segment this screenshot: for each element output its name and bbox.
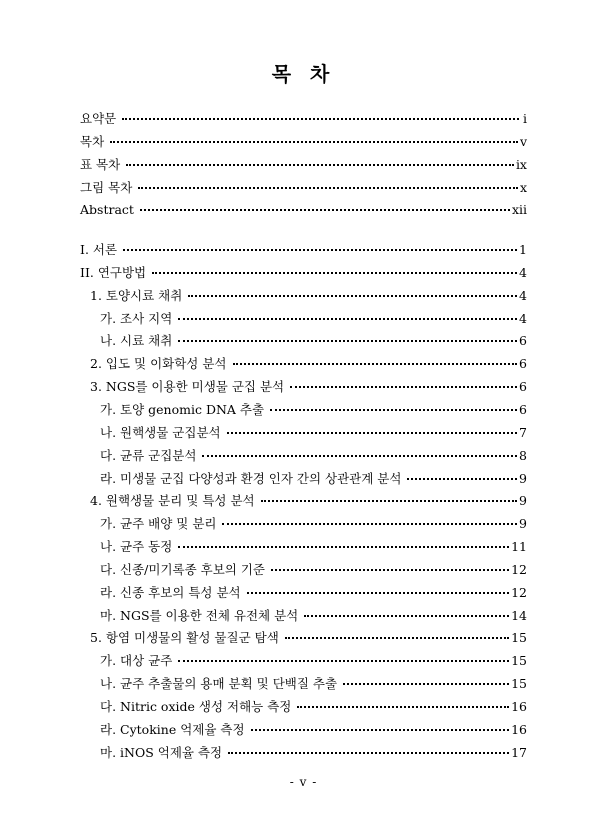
toc-entry-label: I. 서론 [80, 242, 118, 257]
dot-leader [251, 729, 510, 731]
toc-entry-page-number: 1 [519, 242, 527, 257]
toc-entry[interactable] [90, 628, 527, 648]
dot-leader [126, 164, 514, 166]
toc-entry-page-number: 7 [519, 425, 527, 440]
dot-leader [152, 272, 517, 274]
toc-entry[interactable] [80, 132, 527, 152]
dot-leader [290, 386, 517, 388]
toc-entry[interactable] [100, 720, 527, 740]
toc-entry[interactable] [100, 583, 527, 603]
toc-entry[interactable] [80, 109, 527, 129]
toc-entry-page-number: i [523, 111, 527, 126]
dot-leader [271, 569, 509, 571]
dot-leader [285, 637, 509, 639]
toc-entry[interactable] [100, 651, 527, 671]
toc-entry-label: 그림 목차 [80, 180, 133, 195]
toc-entry[interactable] [100, 446, 527, 466]
toc-entry[interactable] [90, 377, 527, 397]
toc-entry[interactable] [80, 200, 527, 220]
dot-leader [178, 340, 517, 342]
toc-entry-label: 가. 대상 균주 [100, 653, 173, 668]
toc-entry[interactable] [100, 400, 527, 420]
toc-entry-label: 마. NGS를 이용한 전체 유전체 분석 [100, 608, 299, 623]
toc-entry-label: 요약문 [80, 111, 117, 126]
toc-entry-page-number: 15 [511, 630, 527, 645]
dot-leader [122, 118, 519, 120]
dot-leader [188, 295, 517, 297]
dot-leader [270, 409, 517, 411]
toc-entry-label: 라. 신종 후보의 특성 분석 [100, 585, 241, 600]
toc-entry[interactable] [90, 286, 527, 306]
dot-leader [178, 546, 509, 548]
toc-entry-label: 라. Cytokine 억제율 측정 [100, 722, 245, 737]
toc-entry[interactable] [100, 697, 527, 717]
dot-leader [178, 660, 509, 662]
toc-entry-label: 가. 조사 지역 [100, 311, 173, 326]
toc-entry-label: 2. 입도 및 이화학성 분석 [90, 356, 227, 371]
toc-entry-page-number: 16 [511, 699, 527, 714]
dot-leader [297, 706, 509, 708]
toc-entry-page-number: xii [511, 202, 527, 217]
toc-entry-page-number: 9 [519, 516, 527, 531]
toc-entry-page-number: 6 [519, 333, 527, 348]
toc-entry-page-number: 8 [519, 448, 527, 463]
toc-entry-page-number: 12 [511, 562, 527, 577]
toc-entry[interactable] [100, 514, 527, 534]
dot-leader [138, 187, 518, 189]
toc-entry-page-number: 4 [519, 311, 527, 326]
toc-entry-page-number: v [519, 134, 527, 149]
dot-leader [261, 500, 517, 502]
toc-entry-page-number: 15 [511, 653, 527, 668]
toc-entry-label: 나. 균주 추출물의 용매 분획 및 단백질 추출 [100, 676, 338, 691]
toc-entry-label: 나. 시료 채취 [100, 333, 173, 348]
toc-entry-label: 가. 토양 genomic DNA 추출 [100, 402, 265, 417]
toc-entry-label: 다. 신종/미기록종 후보의 기준 [100, 562, 266, 577]
dot-leader [407, 478, 517, 480]
toc-entry[interactable] [100, 743, 527, 763]
toc-entry-label: II. 연구방법 [80, 265, 147, 280]
page-number-footer: - v - [289, 775, 318, 789]
toc-entry-label: 라. 미생물 군집 다양성과 환경 인자 간의 상관관계 분석 [100, 471, 402, 486]
dot-leader [110, 141, 518, 143]
toc-entry[interactable] [100, 331, 527, 351]
toc-entry-page-number: 6 [519, 356, 527, 371]
dot-leader [123, 249, 517, 251]
toc-entry[interactable] [80, 178, 527, 198]
toc-entry[interactable] [80, 263, 527, 283]
dot-leader [247, 592, 509, 594]
toc-entry[interactable] [90, 491, 527, 511]
toc-entry-label: 4. 원핵생물 분리 및 특성 분석 [90, 493, 255, 508]
toc-entry-label: 나. 균주 동정 [100, 539, 173, 554]
toc-entry-label: 1. 토양시료 채취 [90, 288, 183, 303]
toc-entry-label: 마. iNOS 억제율 측정 [100, 745, 223, 760]
toc-entry-label: 목차 [80, 134, 105, 149]
dot-leader [202, 455, 517, 457]
toc-entry-page-number: 11 [511, 539, 527, 554]
toc-entry[interactable] [80, 240, 527, 260]
dot-leader [222, 523, 517, 525]
toc-entry-label: 3. NGS를 이용한 미생물 군집 분석 [90, 379, 285, 394]
toc-entry-page-number: ix [515, 157, 527, 172]
toc-entry-page-number: 4 [519, 288, 527, 303]
dot-leader [140, 209, 510, 211]
toc-entry-page-number: x [519, 180, 527, 195]
toc-entry-page-number: 9 [519, 493, 527, 508]
toc-entry-page-number: 9 [519, 471, 527, 486]
toc-entry-page-number: 6 [519, 402, 527, 417]
toc-entry[interactable] [100, 560, 527, 580]
dot-leader [343, 683, 509, 685]
toc-entry-page-number: 4 [519, 265, 527, 280]
page-title: 목 차 [271, 62, 336, 86]
toc-entry-page-number: 14 [511, 608, 527, 623]
dot-leader [228, 752, 509, 754]
toc-entry-page-number: 12 [511, 585, 527, 600]
toc-entry-label: 나. 원핵생물 군집분석 [100, 425, 221, 440]
dot-leader [233, 363, 518, 365]
dot-leader [304, 615, 509, 617]
dot-leader [227, 432, 517, 434]
dot-leader [178, 318, 517, 320]
toc-entry[interactable] [100, 537, 527, 557]
toc-entry-label: 5. 항염 미생물의 활성 물질군 탐색 [90, 630, 279, 645]
toc-entry-label: 다. 균류 군집분석 [100, 448, 197, 463]
toc-entry[interactable] [100, 674, 527, 694]
toc-entry[interactable] [80, 155, 527, 175]
toc-entry-label: 표 목차 [80, 157, 121, 172]
toc-entry-page-number: 16 [511, 722, 527, 737]
toc-entry-label: Abstract [80, 202, 134, 217]
toc-entry-label: 가. 균주 배양 및 분리 [100, 516, 217, 531]
toc-entry-label: 다. Nitric oxide 생성 저해능 측정 [100, 699, 292, 714]
toc-entry-page-number: 6 [519, 379, 527, 394]
toc-entry[interactable] [100, 309, 527, 329]
toc-entry[interactable] [100, 606, 527, 626]
toc-entry-page-number: 17 [511, 745, 527, 760]
toc-entry[interactable] [100, 423, 527, 443]
toc-entry[interactable] [90, 354, 527, 374]
toc-entry[interactable] [100, 469, 527, 489]
toc-entry-page-number: 15 [511, 676, 527, 691]
